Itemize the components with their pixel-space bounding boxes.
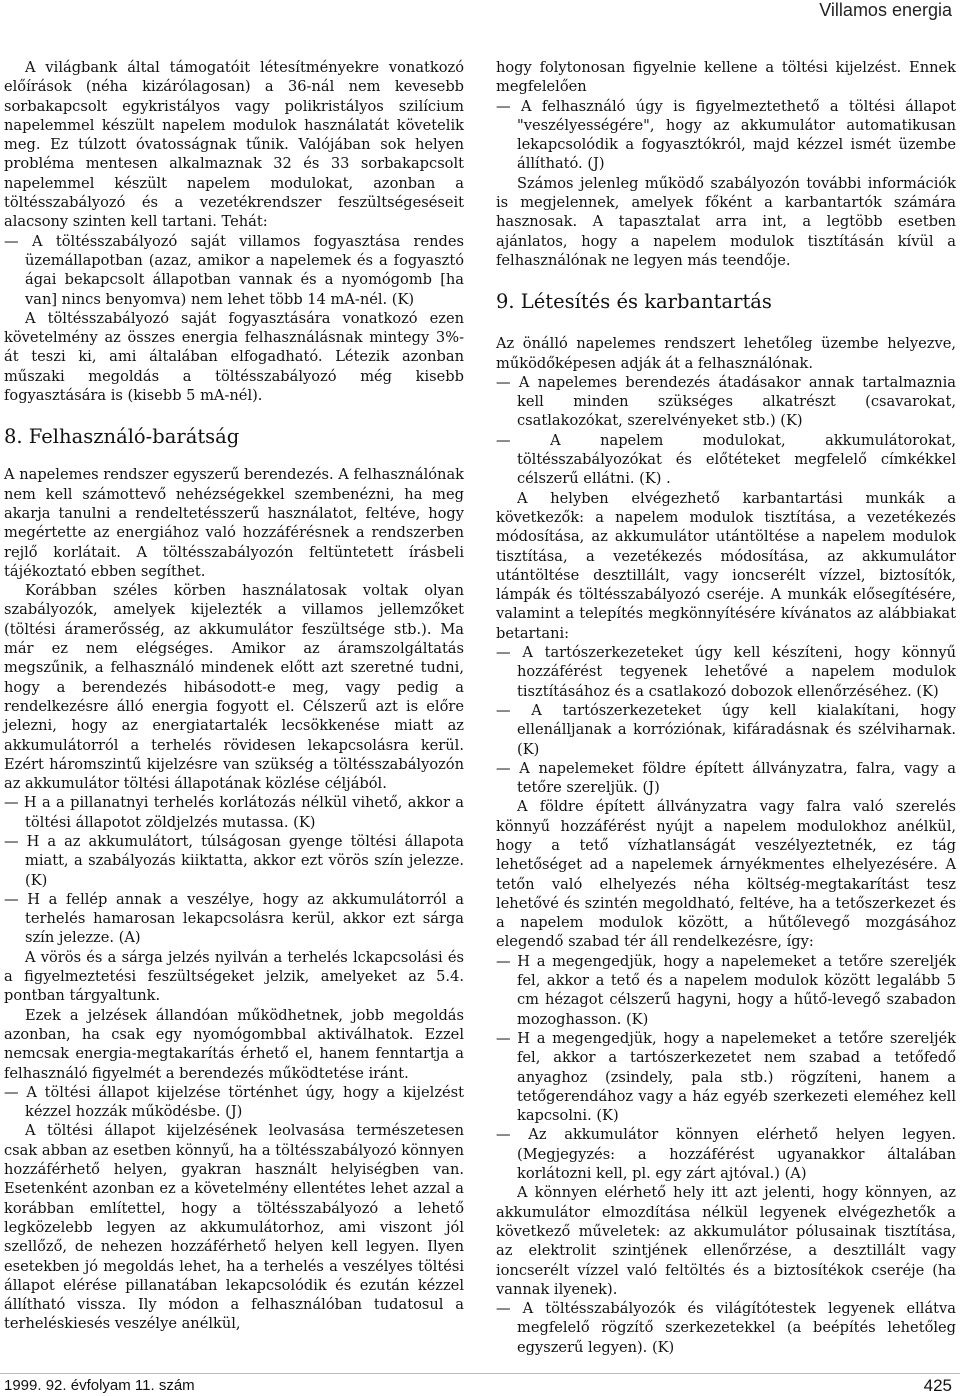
paragraph: hogy folytonosan figyelnie kellene a töltési kijelzést. Ennek megfelelően (496, 59, 956, 96)
bullet-item: — H a fellép annak a veszélye, hogy az akkumulátorról a terhelés hamarosan lekapcsolásra kerül, akkor ezt sárga szín jelezze. (A) (4, 890, 464, 947)
paragraph: Az önálló napelemes rendszert lehetőleg üzembe helyezve, működőképesen adják át a felhasználónak. (496, 335, 956, 372)
bullet-item: — H a megengedjük, hogy a napelemeket a tetőre szereljék fel, akkor a tartószerkezetet nem szabad a tetőfedő anyaghoz (zsindely, pala stb.) rögzíteni, hanem a tetőgerendához vagy a ház egyéb szerkezeti eleméhez kell kapcsolni. (K) (496, 1029, 956, 1125)
paragraph: Számos jelenleg működő szabályozón további információk is megjelennek, amelyek főként a karbantartók számára hasznosak. A tapasztalat arra int, a legtöbb esetben ajánlatos, hogy a napelem modulok tisztításán kívül a felhasználónak ne legyen más teendője. (496, 174, 956, 269)
bullet-item: — A töltési állapot kijelzése történhet úgy, hogy a kijelzést kézzel hozzák működésbe. (J) (4, 1083, 464, 1121)
bullet-item: — A napelemes berendezés átadásakor annak tartalmaznia kell minden szükséges alkatrészt (csavarokat, csatlakozókat, szerelvényeket stb.) (K) (496, 373, 956, 430)
bullet-item: — H a az akkumulátort, túlságosan gyenge töltési állapota miatt, a szabályozás kiiktatta, akkor ezt vörös szín jelezze. (K) (4, 832, 464, 889)
bullet-item: — A felhasználó úgy is figyelmeztethető a töltési állapot "veszélyességére", hogy az akkumulátor automatikusan lekapcsolódik a fogyasztókról, majd kézzel ismét üzembe állítható. (J) (496, 97, 956, 173)
paragraph: A napelemes rendszer egyszerű berendezés. A felhasználónak nem kell számottevő nehézségekkel szembenézni, ha meg akarja tanulni a rendeltetésszerű használatot, feltéve, hogy megértette az energiához való hozzáférésnek a rendszerben rejlő korlátait. A töltésszabályozón feltüntetett írásbeli tájékoztató ebben segíthet. (4, 466, 464, 580)
bullet-item: — A napelemeket földre épített állványzatra, falra, vagy a tetőre szereljük. (J) (496, 759, 956, 797)
paragraph: A földre épített állványzatra vagy falra való szerelés könnyű hozzáférést nyújt a napelem modulokhoz anélkül, hogy a tető vízhatlanságát veszélyeztetnék, ez tág lehetőséget ad a napelemek árnyékmentes elhelyezésére. A tetőn való elhelyezés néha költség-megtakarítást tesz lehetővé és szintén megoldható, feltéve, ha a tetőszerkezet és a napelem modulok között, a hűtőlevegő mozgásához elegendő szabad tér áll rendelkezésre, így: (496, 798, 956, 951)
section-heading-8: 8. Felhasználó-barátság (4, 425, 240, 449)
page-number: 425 (923, 1376, 952, 1395)
footer-rule (0, 1373, 960, 1374)
paragraph: Korábban széles körben használatosak voltak olyan szabályozók, amelyek kijelezték a villamos jellemzőket (töltési áramerősség, az akkumulátor feszültsége stb.). Ma már ez nem elégséges. Amikor az áramszolgáltatás megszűnik, a felhasználó mindenek előtt azt szeretné tudni, hogy a berendezés hibásodott-e meg, vagy pedig a rendelkezésre álló energia fogyott el. Célszerű azt is előre jelezni, hogy az energiatartalék lecsökkenése miatt az akkumulátorról a terhelés rövidesen lekapcsolásra kerül. Ezért háromszintű kijelzésre van szükség a töltésszabályozón az akkumulátor töltési állapotának közlése céljából. (4, 582, 464, 793)
bullet-item: — A napelem modulokat, akkumulátorokat, töltésszabályozókat és előtéteket megfelelő címkékkel célszerű ellátni. (K) . (496, 431, 956, 488)
left-column (4, 58, 464, 1334)
paragraph: A vörös és a sárga jelzés nyilván a terhelés lckapcsolási és a figyelmeztetési feszültségeket jelzik, amelyeket az 5.4. pontban tárgyaltunk. (4, 948, 464, 1005)
bullet-item: — H a megengedjük, hogy a napelemeket a tetőre szereljék fel, akkor a tető és a napelem modulok között legalább 5 cm hézagot célszerű hagyni, hogy a hűtő-levegő szabadon mozoghasson. (K) (496, 952, 956, 1028)
bullet-item: — A tartószerkezeteket úgy kell készíteni, hogy könnyű hozzáférést tegyenek lehetővé a napelem modulok tisztításához és a csatlakozó dobozok ellenőrzéséhez. (K) (496, 644, 956, 700)
bullet-item: — Az akkumulátor könnyen elérhető helyen legyen. (Megjegyzés: a hozzáférést ugyanakkor általában korlátozni kell, pl. egy zárt ajtóval.) (A) (496, 1126, 956, 1183)
right-column (496, 58, 956, 1357)
bullet-item: — A tartószerkezeteket úgy kell kialakítani, hogy ellenálljanak a korróziónak, kifáradásnak és szélviharnak. (K) (496, 701, 956, 758)
paragraph: Ezek a jelzések állandóan működhetnek, jobb megoldás azonban, ha csak egy nyomógombbal aktiválhatok. Ezzel nemcsak energia-megtakarítás érhető el, hanem fenntartja a felhasználó figyelmét a berendezés működtetése iránt. (4, 1006, 464, 1082)
bullet-item: — H a a pillanatnyi terhelés korlátozás nélkül vihető, akkor a töltési állapotot zöldjelzés mutassa. (K) (4, 794, 464, 831)
paragraph: A könnyen elérhető hely itt azt jelenti, hogy könnyen, az akkumulátor elmozdítása nélkül legyenek elvégezhetők a következő műveletek: az akkumulátor pólusainak tisztítása, az elektrolit szintjének ellenőrzése, a desztillált vagy ioncserélt vízzel való feltöltés és a biztosítékok cseréje (ha vannak ilyenek). (496, 1184, 956, 1298)
paragraph: A helyben elvégezhető karbantartási munkák a következők: a napelem modulok tisztítása, a vezetékezés módosítása, az akkumulátor utántöltése a napelem modulok tisztítása, a vezetékezés módosítása, az akkumulátor utántöltése desztillált, vagy ioncserélt vízzel, biztosítók, lámpák és töltésszabályozó cseréje. A munkák elősegítésére, valamint a telepítés megkönnyítésére kívánatos az alábbiakat betartani: (496, 489, 956, 642)
bullet-item: — A töltésszabályozó saját villamos fogyasztása rendes üzemállapotban (azaz, amikor a napelemek és a fogyasztó ágai bekapcsolt állapotban vannak és a nyomógomb [ha van] nincs benyomva) nem lehet több 14 mA-nél. (K) (4, 232, 464, 308)
section-heading-9: 9. Létesítés és karbantartás (496, 290, 772, 314)
issue-label: 1999. 92. évfolyam 11. szám (4, 1377, 195, 1394)
running-title: Villamos energia (819, 0, 952, 20)
paragraph: A töltésszabályozó saját fogyasztására vonatkozó ezen követelmény az összes energia felhasználásnak mintegy 3%-át teszi ki, ami általában elfogadható. Létezik azonban műszaki megoldás a töltésszabályozó még kisebb fogyasztására is (kisebb 5 mA-nél). (4, 309, 464, 405)
paragraph: A töltési állapot kijelzésének leolvasása természetesen csak abban az esetben könnyű, ha a töltésszabályozó könnyen hozzáférhető helyen, gyakran használt helyiségben van. Esetenként azonban ez a követelmény ellentétes lehet azzal a korábban említettel, hogy a töltésszabályozó a lehető legközelebb legyen az akkumulátorhoz, ami viszont jól szellőző, de nehezen hozzáférhető helyen kell legyen. Ilyen esetekben jó megoldás lehet, ha a terhelés a veszélyes töltési állapot elérése pillanatában lekapcsolódik és ezután kézzel állítható vissza. Ily módon a felhasználóban tudatosul a terheléskiesés veszélye anélkül, (4, 1122, 464, 1333)
paragraph: A világbank által támogatóit létesítményekre vonatkozó előírások (néha kizárólagosan) a 36-nál nem kevesebb sorbakapcsolt egykristályos vagy polikristályos szilícium napelemmel készült napelem modulok használatát követelik meg. Ez túlzott óvatosságnak tűnik. Valójában sok helyen probléma mentesen alkalmaznak 32 és 33 sorbakapcsolt napelemmel készült napelem modulokat, azonban a töltésszabályozó és a vezetékrendszer feszültségeséseit alacsony szinten kell tartani. Tehát: (4, 59, 464, 231)
bullet-item: — A töltésszabályozók és világítótestek legyenek ellátva megfelelő rögzítő szerkezetekkel (a beépítés lehetőleg egyszerű legyen). (K) (496, 1300, 956, 1356)
